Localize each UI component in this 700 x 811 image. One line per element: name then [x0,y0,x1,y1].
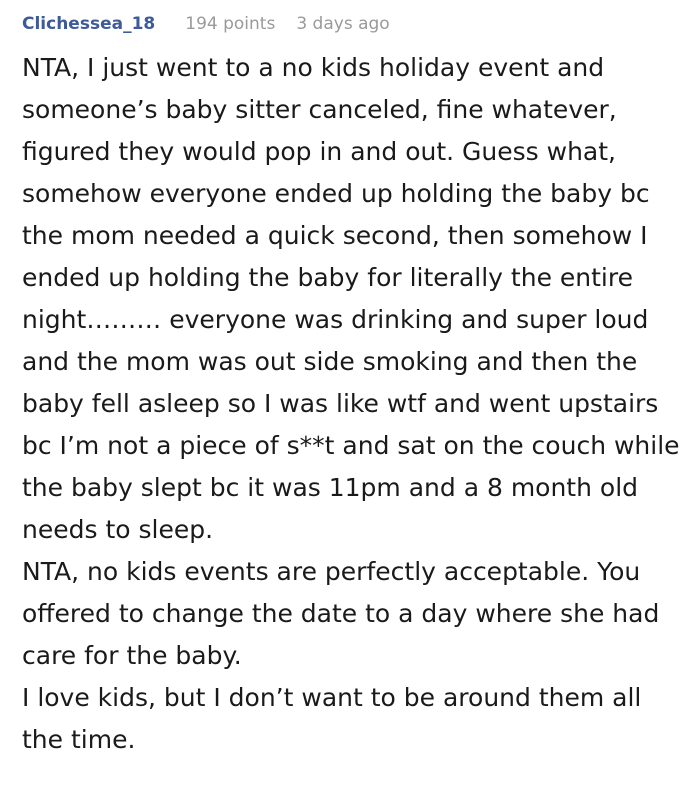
comment-paragraph: NTA, no kids events are perfectly acceptable. You offered to change the date to a day where she had care for the baby. [22,557,660,670]
comment-paragraph: I love kids, but I don’t want to be around them all the time. [22,683,642,754]
comment [22,14,682,761]
comment-paragraph: NTA, I just went to a no kids holiday event and someone’s baby sitter canceled, fine whatever, figured they would pop in and out. Guess what, somehow everyone ended up holding the baby bc the mom needed a quick second, then somehow I ended up holding the baby for literally the entire night……… everyone was drinking and super loud and the mom was out side smoking and then the baby fell asleep so I was like wtf and went upstairs bc I’m not a piece of s**t and sat on the couch while the baby slept bc it was 11pm and a 8 month old needs to sleep. [22,53,680,544]
timestamp: 3 days ago [296,14,390,34]
comment-meta [22,14,682,46]
points-count: 194 points [185,14,276,34]
author-link[interactable]: Clichessea_18 [22,14,156,34]
comment-body [22,47,682,761]
